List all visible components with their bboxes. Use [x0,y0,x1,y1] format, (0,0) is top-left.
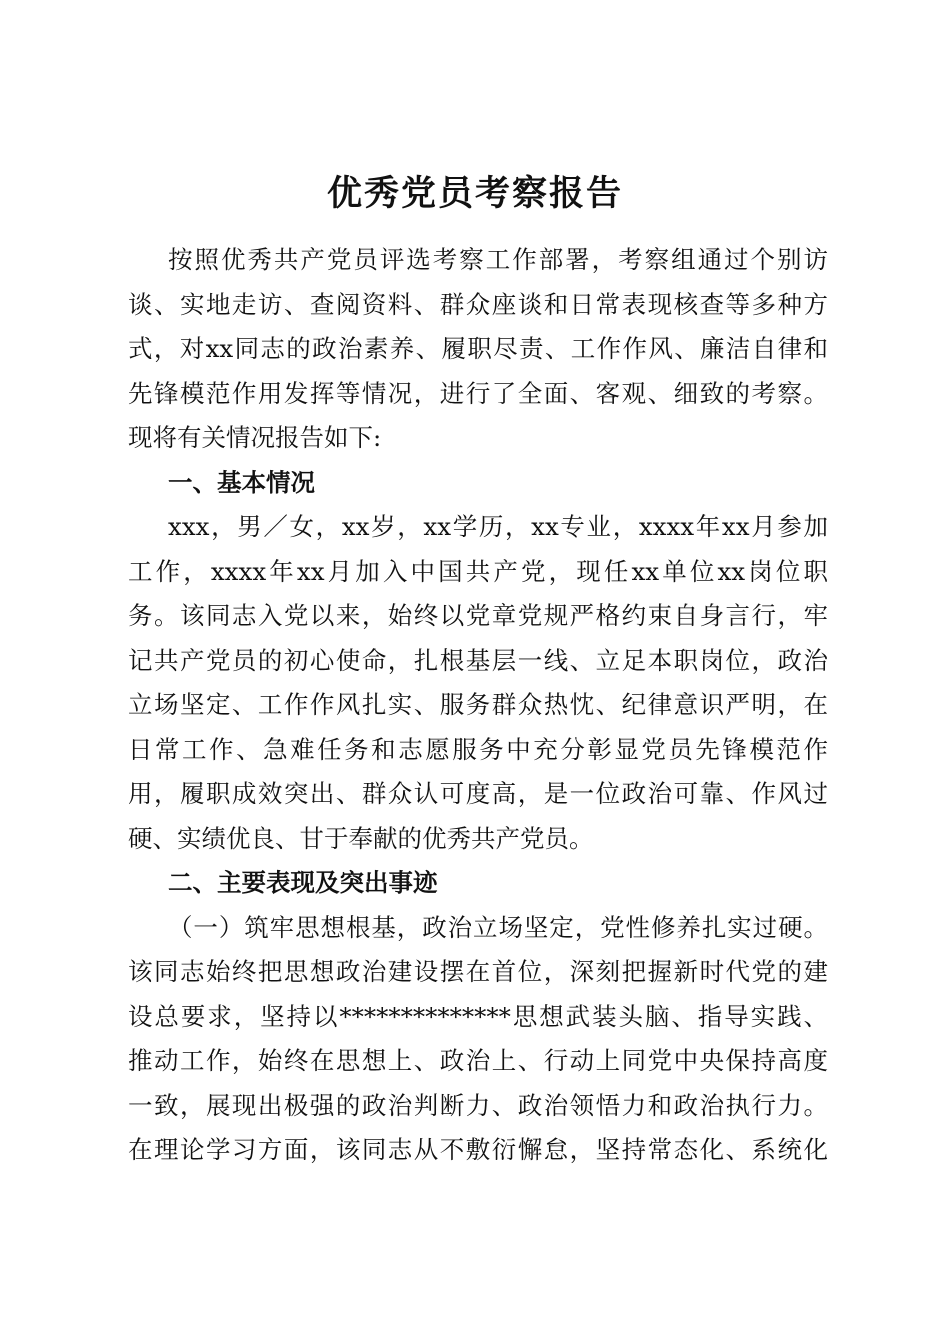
paragraph-line: 一致，展现出极强的政治判断力、政治领悟力和政治执行力。 [128,1090,828,1120]
paragraph-line: 该同志始终把思想政治建设摆在首位，深刻把握新时代党的建 [128,957,828,986]
document-title: 优秀党员考察报告 [326,173,623,214]
document-body [128,238,828,1173]
paragraph-line: 记共产党员的初心使命，扎根基层一线、立足本职岗位，政治 [128,645,828,675]
paragraph-line: 在理论学习方面，该同志从不敷衍懈怠，坚持常态化、系统化 [128,1135,828,1164]
paragraph-line: 式，对xx同志的政治素养、履职尽责、工作作风、廉洁自律和 [128,334,828,363]
section-heading-basic-info: 一、基本情况 [168,467,315,497]
paragraph-line: 工作，xxxx年xx月加入中国共产党，现任xx单位xx岗位职 [128,556,828,586]
section-heading-main-performance: 二、主要表现及突出事迹 [168,868,438,897]
paragraph-line: 现将有关情况报告如下: [128,423,382,452]
paragraph-line: 先锋模范作用发挥等情况，进行了全面、客观、细致的考察。 [128,378,828,408]
paragraph-line: 立场坚定、工作作风扎实、服务群众热忱、纪律意识严明，在 [128,690,828,719]
paragraph-line: xxx，男／女，xx岁，xx学历，xx专业，xxxx年xx月参加 [168,512,828,541]
paragraph-line: （一）筑牢思想根基，政治立场坚定，党性修养扎实过硬。 [168,912,828,942]
paragraph-line: 务。该同志入党以来，始终以党章党规严格约束自身言行，牢 [128,601,828,630]
paragraph-line: 设总要求，坚持以**************思想武装头脑、指导实践、 [128,1001,828,1031]
paragraph-line: 日常工作、急难任务和志愿服务中充分彰显党员先锋模范作 [128,734,828,764]
paragraph-line: 谈、实地走访、查阅资料、群众座谈和日常表现核查等多种方 [128,289,828,319]
paragraph-line: 推动工作，始终在思想上、政治上、行动上同党中央保持高度 [128,1046,828,1075]
paragraph-line: 用，履职成效突出、群众认可度高，是一位政治可靠、作风过 [128,779,828,808]
paragraph-line: 硬、实绩优良、甘于奉献的优秀共产党员。 [128,823,594,853]
paragraph-line: 按照优秀共产党员评选考察工作部署，考察组通过个别访 [168,245,828,274]
